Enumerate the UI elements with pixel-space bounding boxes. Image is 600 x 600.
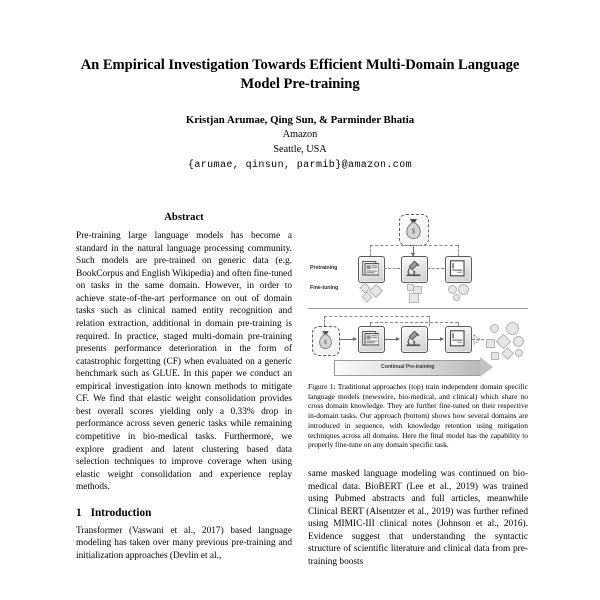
task-glyph xyxy=(490,324,499,333)
contact-email: {arumae, qinsun, parmib}@amazon.com xyxy=(187,160,413,172)
arrow-newswire-to-biomedical xyxy=(385,339,399,340)
task-glyph xyxy=(453,294,460,301)
money-bag-icon xyxy=(405,218,422,240)
section-number: 1 xyxy=(76,506,82,519)
microscope-icon xyxy=(405,330,422,347)
arrow-bag-to-newswire xyxy=(339,339,356,340)
section-heading-introduction xyxy=(76,507,292,519)
money-bag-icon xyxy=(318,330,333,350)
figure-label-finetuning: Fine-tuning xyxy=(310,285,339,291)
left-column xyxy=(76,212,292,563)
figure-1-diagram xyxy=(308,212,528,374)
newspaper-icon xyxy=(362,260,379,277)
task-glyph xyxy=(506,322,519,335)
continual-pretraining-arrowhead xyxy=(480,357,493,377)
figure-1 xyxy=(308,212,528,374)
no-share-link-right xyxy=(427,268,444,269)
dashed-branch-right-down xyxy=(458,245,459,256)
retention-arc-1-left xyxy=(324,316,325,326)
section-title: Introduction xyxy=(90,506,152,519)
abstract-heading: Abstract xyxy=(164,212,204,223)
task-glyph xyxy=(486,339,495,348)
related-work-paragraph: same masked language modeling was continued on bio-medical data. BioBERT (Lee et al., 2019) was trained using Pubmed abstracts and full articles, meanwhile Clinical BERT (Alsentzer et al., 2019) was further refined using MIMIC-III clinical notes (Johnson et al., 2016). Evidence suggest that understanding the syntactic structure of scientific literature and clinical data from pre-training boosts xyxy=(308,469,528,567)
svg-text:$: $ xyxy=(411,227,416,236)
task-glyph xyxy=(448,285,457,294)
author-block xyxy=(72,113,528,173)
figure-1-caption: Figure 1: Traditional approaches (top) train independent domain specific language models (newswire, bio-medical, and clinical) which share no cross domain knowledge. They are further fine-tuned on their respective in-domain tasks. Our approach (bottom) shows how several domains are introduced in sequence, with knowledge retention using mitigation techniques across all domains. Here the final model has the capability to properly fine-tune on any domain specific task. xyxy=(308,382,528,450)
figure-label-pretraining: Pretraining xyxy=(310,265,338,271)
newspaper-icon xyxy=(362,330,379,347)
retention-arc-1-right xyxy=(429,316,430,326)
introduction-paragraph: Transformer (Vaswani et al., 2017) based language modeling has taken over many previous pre-training and initialization approaches (Devlin et al., xyxy=(76,525,292,561)
dashed-branch-left xyxy=(370,245,414,246)
abstract-text: Pre-training large language models has become a standard in the natural language processing community. Such models are pre-trained on generic data (e.g. BookCorpus and English Wikipedia) and often fine-tuned on tasks in the same domain. However, in order to achieve state-of-the-art performance on out of domain tasks such as clinical named entity recognition and relation extraction, additional in domain pre-training is required. In practice, staged multi-domain pre-training presents performance deterioration in the form of catastrophic forgetting (CF) when evaluated on a generic benchmark such as GLUE. In this paper we conduct an empirical investigation into known methods to mitigate CF. We find that elastic weight consolidation provides best overall scores yielding only a 0.33% drop in performance across seven generic tasks while remaining competitive in bio-medical tasks. Furthermore, we explore gradient and latent clustering based data selection techniques to improve coverage when using elastic weight consolidation and experience replay methods. xyxy=(76,231,292,493)
task-glyph xyxy=(513,336,524,347)
page-title: An Empirical Investigation Towards Efficient Multi-Domain Language Model Pre-training xyxy=(80,57,520,93)
task-glyph xyxy=(515,349,523,357)
dashed-branch-left-down xyxy=(370,245,371,256)
task-glyph xyxy=(458,284,469,295)
arrow-bag-to-biomedical xyxy=(413,245,414,256)
right-column xyxy=(308,212,528,569)
dashed-branch-right xyxy=(413,245,458,246)
retention-arc-1 xyxy=(324,316,429,317)
svg-text:$: $ xyxy=(323,339,328,346)
figure-divider xyxy=(308,308,528,309)
microscope-icon xyxy=(405,260,422,277)
task-glyph xyxy=(409,293,419,303)
affiliation-organization: Amazon xyxy=(282,129,318,141)
affiliation-location: Seattle, USA xyxy=(273,143,327,155)
clinical-document-icon xyxy=(449,260,466,277)
task-glyph xyxy=(496,334,512,350)
title-block xyxy=(72,56,528,95)
continual-pretraining-label: Continual Pre-training xyxy=(381,364,435,370)
retention-arc-2 xyxy=(370,322,458,323)
author-list: Kristjan Arumae, Qing Sun, & Parminder Bhatia xyxy=(185,114,415,126)
chevron-right-icon xyxy=(473,334,483,345)
no-share-link-left xyxy=(384,268,400,269)
arrow-biomedical-to-clinical xyxy=(428,339,443,340)
clinical-document-icon xyxy=(449,330,466,347)
